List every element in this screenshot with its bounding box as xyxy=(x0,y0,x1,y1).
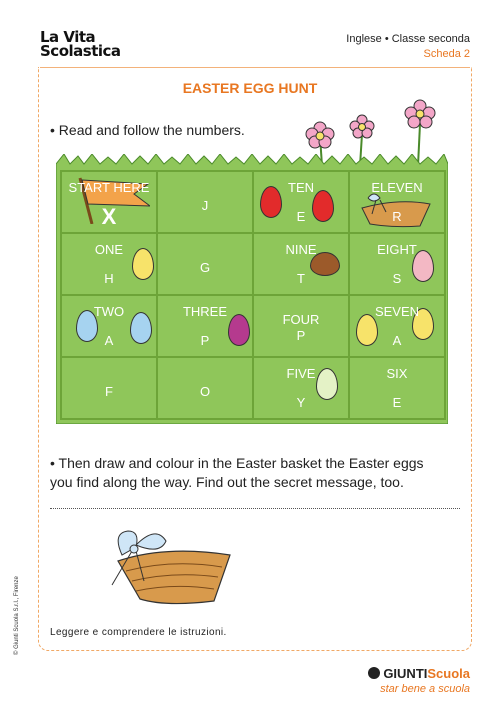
publisher-logo xyxy=(368,666,470,681)
logo-line1: La Vita xyxy=(40,28,96,46)
grid-cell[interactable] xyxy=(157,171,253,233)
logo-line2: Scolastica xyxy=(40,42,121,60)
cell-word: START HERE xyxy=(68,180,150,195)
easter-basket-illustration xyxy=(96,515,236,605)
instruction-draw-line2: you find along the way. Find out the secret message, too. xyxy=(50,474,404,490)
cell-word: FOUR xyxy=(282,312,320,327)
grid-cell[interactable] xyxy=(253,233,349,295)
page-title: EASTER EGG HUNT xyxy=(182,80,318,96)
copyright-text: © Giunti Scuola S.r.l., Firenze xyxy=(14,576,20,655)
cell-word: FIVE xyxy=(286,366,316,381)
cell-letter: R xyxy=(392,209,402,224)
grid-cell[interactable] xyxy=(157,357,253,419)
grid-cell[interactable] xyxy=(349,233,445,295)
cell-word: SIX xyxy=(386,366,408,381)
cell-letter: E xyxy=(392,395,402,410)
cell-letter: O xyxy=(199,384,211,399)
grid-cell[interactable] xyxy=(157,295,253,357)
magazine-logo xyxy=(40,30,121,58)
grid-cell[interactable] xyxy=(61,295,157,357)
cell-letter: S xyxy=(392,271,402,286)
grid-cell[interactable] xyxy=(349,171,445,233)
cell-word: THREE xyxy=(182,304,228,319)
footer-instruction: Leggere e comprendere le istruzioni. xyxy=(50,627,227,638)
grid-cell[interactable] xyxy=(61,233,157,295)
grid-cell[interactable] xyxy=(349,295,445,357)
egg-hunt-board xyxy=(60,160,444,416)
grid-cell[interactable] xyxy=(61,171,157,233)
brand-giunti: GIUNTI xyxy=(383,666,428,681)
g-logo-icon xyxy=(368,667,380,679)
cell-letter: G xyxy=(199,260,211,275)
sheet-label: Scheda 2 xyxy=(423,48,470,60)
grid-cell[interactable] xyxy=(253,357,349,419)
number-grid xyxy=(60,170,446,420)
cell-letter: X xyxy=(101,204,117,229)
instruction-draw-line1: • Then draw and colour in the Easter basket the Easter eggs xyxy=(50,455,424,471)
grid-cell[interactable] xyxy=(253,295,349,357)
cell-letter: P xyxy=(296,328,306,343)
grid-cell[interactable] xyxy=(253,171,349,233)
cell-word: NINE xyxy=(285,242,317,257)
cell-letter: A xyxy=(392,333,402,348)
answer-line[interactable] xyxy=(50,508,460,509)
instruction-draw xyxy=(50,454,424,492)
cell-word: EIGHT xyxy=(377,242,417,257)
grid-cell[interactable] xyxy=(349,357,445,419)
cell-letter: Y xyxy=(296,395,306,410)
cell-letter: A xyxy=(104,333,114,348)
cell-word: TWO xyxy=(93,304,125,319)
cell-word: ELEVEN xyxy=(371,180,423,195)
cell-letter: F xyxy=(105,384,113,399)
cell-letter: T xyxy=(297,271,305,286)
grid-cell[interactable] xyxy=(157,233,253,295)
subject-label: Inglese • Classe seconda xyxy=(346,33,470,45)
instruction-read: • Read and follow the numbers. xyxy=(50,122,245,138)
cell-letter: J xyxy=(201,198,209,213)
cell-letter: P xyxy=(200,333,210,348)
cell-word: SEVEN xyxy=(374,304,420,319)
cell-word: ONE xyxy=(94,242,124,257)
cell-letter: E xyxy=(296,209,306,224)
cell-word: TEN xyxy=(288,180,314,195)
brand-tagline: star bene a scuola xyxy=(380,683,470,695)
grid-cell[interactable] xyxy=(61,357,157,419)
brand-scuola: Scuola xyxy=(427,666,470,681)
cell-letter: H xyxy=(104,271,114,286)
